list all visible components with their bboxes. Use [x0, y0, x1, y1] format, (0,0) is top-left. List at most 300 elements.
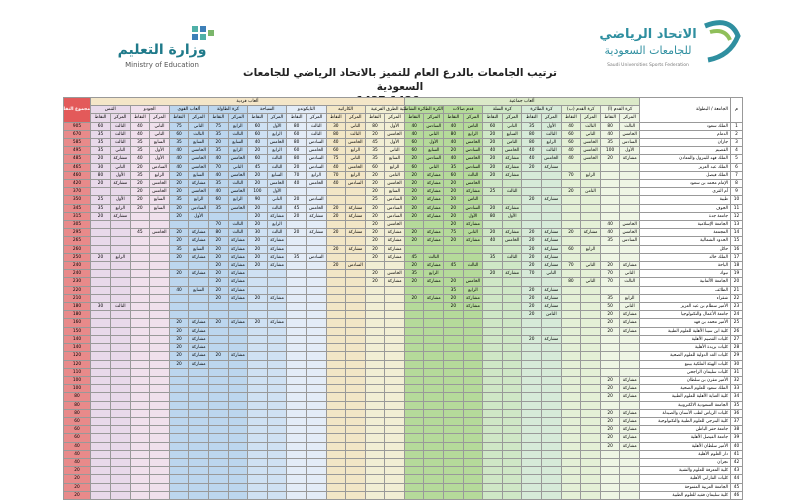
row-position [306, 467, 326, 475]
row-position [110, 385, 130, 393]
row-position: مشاركة [463, 188, 483, 196]
row-points [522, 376, 542, 384]
row-position: الثاني [150, 130, 170, 138]
row-points: 40 [600, 130, 620, 138]
row-position [267, 344, 287, 352]
row-points: 20 [208, 294, 228, 302]
row-position [581, 335, 601, 343]
row-position [542, 360, 562, 368]
row-points [444, 417, 464, 425]
row-position [346, 426, 366, 434]
row-points [444, 475, 464, 483]
row-points [326, 270, 346, 278]
row-points [522, 352, 542, 360]
points-subheader: النقاط [365, 114, 385, 122]
row-points [600, 360, 620, 368]
row-position [385, 450, 405, 458]
row-position [385, 327, 405, 335]
row-points: 35 [600, 237, 620, 245]
row-points: 20 [444, 204, 464, 212]
row-rank: 39 [731, 434, 743, 442]
row-total: 80 [64, 409, 91, 417]
table-row [64, 180, 743, 188]
row-total: 210 [64, 294, 91, 302]
row-points: 40 [326, 139, 346, 147]
row-position: مشاركة [620, 385, 640, 393]
row-points [91, 368, 111, 376]
row-points: 20 [522, 294, 542, 302]
table-row [64, 467, 743, 475]
row-position: الخامس [228, 204, 248, 212]
row-position [267, 270, 287, 278]
row-position: الخامس [189, 163, 209, 171]
row-points [287, 344, 307, 352]
row-position [581, 467, 601, 475]
row-position [150, 491, 170, 499]
row-points [287, 458, 307, 466]
row-points [91, 245, 111, 253]
row-position [346, 270, 366, 278]
row-position: الرابع [228, 122, 248, 130]
row-points [91, 344, 111, 352]
row-position [267, 491, 287, 499]
row-position [150, 385, 170, 393]
row-position: الخامس [463, 155, 483, 163]
row-position: مشاركة [581, 229, 601, 237]
row-position: مشاركة [463, 303, 483, 311]
row-points [444, 335, 464, 343]
row-position: الثالث [620, 122, 640, 130]
row-rank: 21 [731, 286, 743, 294]
row-points: 35 [208, 130, 228, 138]
row-points: 70 [208, 163, 228, 171]
table-row [64, 163, 743, 171]
table-row [64, 155, 743, 163]
row-position [385, 401, 405, 409]
row-points [561, 442, 581, 450]
row-position [502, 286, 522, 294]
row-position [385, 294, 405, 302]
row-position [110, 417, 130, 425]
row-points [326, 426, 346, 434]
row-points [91, 467, 111, 475]
row-points [522, 426, 542, 434]
row-points [561, 270, 581, 278]
row-position: الثاني [502, 122, 522, 130]
row-position [306, 188, 326, 196]
row-points [365, 393, 385, 401]
row-total: 40 [64, 450, 91, 458]
row-rank: 8 [731, 180, 743, 188]
row-points [404, 458, 424, 466]
row-points: 20 [287, 229, 307, 237]
table-row [64, 442, 743, 450]
row-rank: 31 [731, 368, 743, 376]
row-university-name: الباحة [640, 262, 731, 270]
row-points: 60 [561, 130, 581, 138]
row-points [600, 196, 620, 204]
row-position: مشاركة [424, 229, 444, 237]
row-position [463, 376, 483, 384]
row-position [424, 491, 444, 499]
row-points [365, 360, 385, 368]
row-points [287, 319, 307, 327]
row-university-name: الملك عبد العزيز [640, 163, 731, 171]
row-points [444, 253, 464, 261]
row-points: 40 [326, 180, 346, 188]
row-position [150, 253, 170, 261]
position-subheader: المركز [228, 114, 248, 122]
row-points [522, 344, 542, 352]
row-position: الثالث [267, 163, 287, 171]
row-position [346, 196, 366, 204]
row-points [326, 417, 346, 425]
row-points: 20 [561, 188, 581, 196]
row-points [208, 417, 228, 425]
row-position: مشاركة [424, 294, 444, 302]
row-university-name: كلية ابن سينا الأهلية للعلوم الطبية [640, 327, 731, 335]
row-points: 35 [444, 286, 464, 294]
row-position [189, 458, 209, 466]
row-position [189, 278, 209, 286]
row-position [620, 196, 640, 204]
row-points: 20 [208, 262, 228, 270]
row-position [150, 303, 170, 311]
row-position [581, 385, 601, 393]
row-points: 35 [169, 196, 189, 204]
row-points: 20 [326, 262, 346, 270]
row-points [600, 204, 620, 212]
row-points [130, 393, 150, 401]
row-position: مشاركة [267, 319, 287, 327]
row-position: الثالث [228, 130, 248, 138]
row-points [169, 450, 189, 458]
row-university-name: كليات سليمان الراجحي [640, 368, 731, 376]
row-points [169, 442, 189, 450]
row-points: 20 [522, 163, 542, 171]
row-points: 35 [600, 294, 620, 302]
header-row-groups [64, 98, 743, 106]
row-points [91, 458, 111, 466]
row-points: 20 [130, 196, 150, 204]
position-subheader: المركز [424, 114, 444, 122]
row-points: 20 [522, 311, 542, 319]
row-points [561, 475, 581, 483]
row-position [150, 237, 170, 245]
row-points: 40 [483, 147, 503, 155]
row-rank: 16 [731, 245, 743, 253]
row-points: 40 [404, 130, 424, 138]
row-points [91, 434, 111, 442]
row-points: 20 [404, 294, 424, 302]
row-points: 80 [365, 122, 385, 130]
row-position: الثاني [346, 122, 366, 130]
row-position: السادس [385, 204, 405, 212]
row-position: السادس [620, 139, 640, 147]
row-position: مشاركة [424, 188, 444, 196]
row-position [385, 303, 405, 311]
row-position [110, 376, 130, 384]
position-subheader: المركز [110, 114, 130, 122]
row-points: 70 [561, 171, 581, 179]
row-points [208, 458, 228, 466]
row-position [502, 491, 522, 499]
row-position: مشاركة [346, 245, 366, 253]
row-position [385, 352, 405, 360]
row-position: الخامس [189, 155, 209, 163]
row-rank: 42 [731, 458, 743, 466]
row-points: 35 [130, 139, 150, 147]
row-points [130, 442, 150, 450]
row-points: 20 [169, 335, 189, 343]
row-position: مشاركة [424, 212, 444, 220]
row-position: الرابع [150, 171, 170, 179]
row-position [463, 450, 483, 458]
row-points [169, 417, 189, 425]
row-rank: 17 [731, 253, 743, 261]
row-position: السابع [267, 171, 287, 179]
ministry-of-education-logo [92, 22, 222, 72]
row-points [169, 434, 189, 442]
row-position [581, 376, 601, 384]
row-position [581, 458, 601, 466]
row-position [150, 286, 170, 294]
row-points [169, 475, 189, 483]
row-points [130, 434, 150, 442]
row-position: الأول [502, 212, 522, 220]
row-position [542, 376, 562, 384]
row-position [463, 245, 483, 253]
row-position: الأول [150, 147, 170, 155]
row-points: 20 [404, 212, 424, 220]
row-points [444, 491, 464, 499]
row-points [91, 385, 111, 393]
row-position: الثالث [110, 122, 130, 130]
row-points [91, 311, 111, 319]
row-position: السادس [385, 212, 405, 220]
row-points [91, 475, 111, 483]
row-position [306, 417, 326, 425]
row-position: السادس [424, 155, 444, 163]
row-points [483, 491, 503, 499]
row-points: 40 [483, 237, 503, 245]
row-points: 45 [248, 163, 268, 171]
row-points [404, 426, 424, 434]
row-points: 20 [208, 139, 228, 147]
row-points [208, 450, 228, 458]
row-rank: 3 [731, 139, 743, 147]
row-points [600, 458, 620, 466]
row-position [306, 450, 326, 458]
row-position [228, 458, 248, 466]
row-points [326, 458, 346, 466]
row-position: الثالث [620, 278, 640, 286]
row-position [346, 491, 366, 499]
row-points: 20 [248, 147, 268, 155]
row-points [130, 270, 150, 278]
row-position [150, 417, 170, 425]
row-university-name: الملك سعود [640, 122, 731, 130]
row-points [522, 188, 542, 196]
row-points: 20 [130, 180, 150, 188]
row-points [365, 352, 385, 360]
row-position [502, 221, 522, 229]
row-points: 45 [130, 229, 150, 237]
row-points [561, 253, 581, 261]
row-points [483, 450, 503, 458]
row-position: مشاركة [267, 245, 287, 253]
row-position: الأول [385, 122, 405, 130]
points-subheader: النقاط [561, 114, 581, 122]
row-points [248, 344, 268, 352]
row-points [326, 409, 346, 417]
row-position: الخامس [385, 221, 405, 229]
row-points [91, 491, 111, 499]
row-points [91, 393, 111, 401]
row-points: 30 [91, 303, 111, 311]
row-points [365, 458, 385, 466]
row-position [542, 483, 562, 491]
row-position [620, 401, 640, 409]
row-position [385, 319, 405, 327]
row-rank: 33 [731, 385, 743, 393]
row-points [404, 385, 424, 393]
row-points [326, 253, 346, 261]
row-position [385, 335, 405, 343]
row-points [208, 483, 228, 491]
row-position: السابع [189, 139, 209, 147]
row-points [483, 335, 503, 343]
sport-header: التايكوندو [287, 106, 326, 114]
row-position [228, 401, 248, 409]
row-points: 20 [169, 237, 189, 245]
row-position [189, 442, 209, 450]
row-points [326, 467, 346, 475]
points-subheader: النقاط [91, 114, 111, 122]
row-points [404, 401, 424, 409]
row-points [91, 401, 111, 409]
row-points [130, 368, 150, 376]
row-position: الخامس [267, 180, 287, 188]
row-position [228, 212, 248, 220]
row-position: مشاركة [267, 262, 287, 270]
row-total: 230 [64, 278, 91, 286]
row-points [365, 311, 385, 319]
sport-header: كرة القدم (أ) [600, 106, 639, 114]
row-points: 35 [365, 155, 385, 163]
row-position [228, 491, 248, 499]
row-position: السابع [385, 188, 405, 196]
row-points [561, 344, 581, 352]
row-position: مشاركة [542, 335, 562, 343]
row-points: 40 [404, 122, 424, 130]
row-points: 70 [208, 221, 228, 229]
row-position [385, 344, 405, 352]
row-position [306, 368, 326, 376]
row-total: 220 [64, 286, 91, 294]
row-position: مشاركة [620, 311, 640, 319]
row-points [600, 245, 620, 253]
row-points [522, 401, 542, 409]
row-points [561, 221, 581, 229]
row-position: مشاركة [385, 253, 405, 261]
row-rank: 30 [731, 360, 743, 368]
row-position: الرابع [620, 294, 640, 302]
row-position: الرابع [228, 196, 248, 204]
row-position: السادس [306, 196, 326, 204]
row-position [502, 450, 522, 458]
row-position [189, 294, 209, 302]
row-points [169, 409, 189, 417]
row-university-name: الملك خالد [640, 253, 731, 261]
row-position [346, 450, 366, 458]
row-points [483, 385, 503, 393]
row-position: الثامن [385, 171, 405, 179]
row-points: 35 [404, 270, 424, 278]
row-position [581, 204, 601, 212]
row-points [365, 442, 385, 450]
table-row [64, 491, 743, 499]
row-points: 20 [287, 163, 307, 171]
row-position [424, 450, 444, 458]
position-subheader: المركز [385, 114, 405, 122]
row-position [502, 368, 522, 376]
row-points: 20 [404, 229, 424, 237]
row-position: مشاركة [620, 327, 640, 335]
row-points: 35 [208, 147, 228, 155]
row-points [287, 327, 307, 335]
row-points: 20 [169, 171, 189, 179]
row-points: 25 [91, 196, 111, 204]
row-position [346, 221, 366, 229]
row-points [404, 417, 424, 425]
row-points [561, 180, 581, 188]
row-points [248, 401, 268, 409]
row-position [110, 352, 130, 360]
row-position: مشاركة [424, 180, 444, 188]
row-points: 20 [91, 253, 111, 261]
row-total: 420 [64, 180, 91, 188]
row-position [189, 303, 209, 311]
row-points [365, 434, 385, 442]
row-position: الرابع [385, 163, 405, 171]
row-points [561, 458, 581, 466]
row-position: الثاني [581, 130, 601, 138]
row-points [287, 311, 307, 319]
row-points [287, 434, 307, 442]
row-position [463, 401, 483, 409]
row-position [346, 188, 366, 196]
row-points [130, 237, 150, 245]
row-position [542, 319, 562, 327]
row-points [130, 327, 150, 335]
row-points: 20 [483, 171, 503, 179]
row-points: 20 [600, 409, 620, 417]
row-points [287, 303, 307, 311]
row-rank: 35 [731, 401, 743, 409]
row-points [444, 467, 464, 475]
row-position: الرابع [581, 171, 601, 179]
row-position [306, 278, 326, 286]
table-row [64, 171, 743, 179]
row-points: 25 [365, 196, 385, 204]
row-position: الثاني [542, 270, 562, 278]
row-position [110, 360, 130, 368]
row-position [542, 385, 562, 393]
row-position [385, 393, 405, 401]
row-points: 20 [483, 204, 503, 212]
row-position [346, 278, 366, 286]
